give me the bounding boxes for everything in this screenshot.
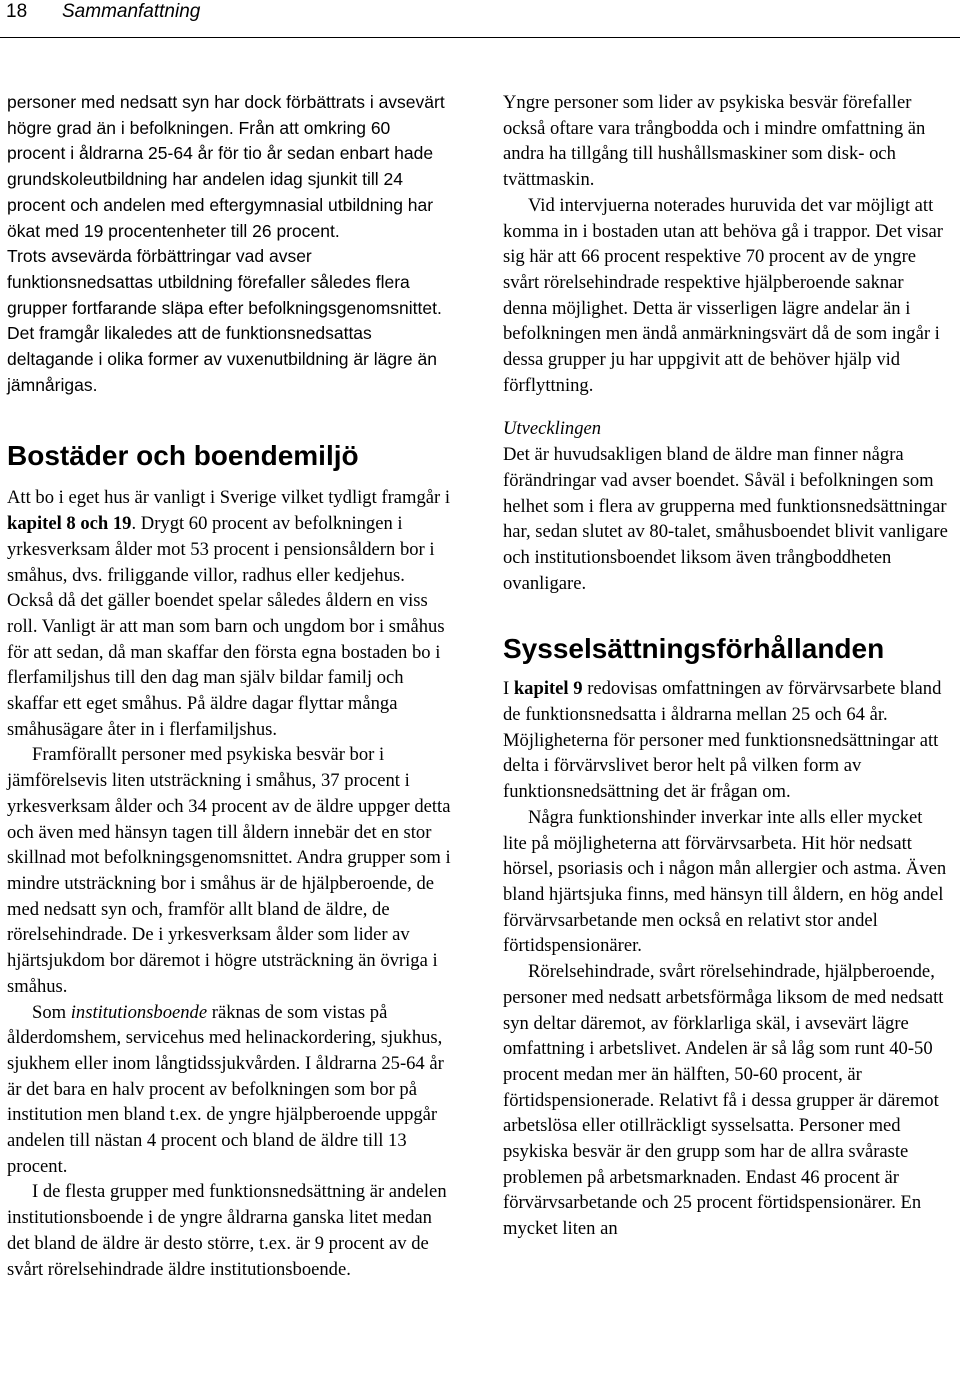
running-header — [0, 0, 960, 38]
paragraph: Att bo i eget hus är vanligt i Sverige vilket tydligt framgår i kapitel 8 och 19. Drygt 60 procent av befolkningen i yrkesverksam ålder mot 53 procent i pensionsåldern bor i småhus, dvs. friliggande villor, radhus eller kedjehus. Också då det gäller boendet spelar således åldern en viss roll. Vanligt är att man som barn och ungdom bor i småhus för att sedan, då man skaffar den första egna bostaden bo i flerfamiljshus till den dag man själv bildar familj och skaffar ett eget småhus. På äldre dagar flyttar många småhusägare åter in i flerfamiljshus. — [7, 487, 451, 740]
running-title: Sammanfattning — [62, 1, 201, 22]
paragraph: personer med nedsatt syn har dock förbättrats i avsevärt högre grad än i befolkningen. Från att omkring 60 procent i åldrarna 25-64 år för tio år sedan enbart hade grundskoleutbildning har andelen idag sjunkit till 24 procent och andelen med eftergymnasial utbildning har ökat med 19 procentenheter till 26 procent. — [7, 92, 445, 241]
paragraph: I de flesta grupper med funktionsnedsättning är andelen institutionsboende i de yngre åldrarna ganska litet medan det bland de äldre är desto större, t.ex. är 9 procent av de svårt rörelsehindrade äldre institutionsboende. — [7, 1181, 447, 1280]
chapter-reference: kapitel 9 — [513, 678, 583, 700]
paragraph: Framförallt personer med psykiska besvär bor i jämförelsevis liten utsträckning i småhus, 37 procent i yrkesverksam ålder och 34 procent av de äldre uppger detta och även med hänsyn tagen till åldern innebär det en stor skillnad mot befolkningsgenomsnittet. Andra grupper som i mindre utsträckning bor i småhus är de hjälpberoende, de med nedsatt syn och, framför allt bland de äldre, de rörelsehindrade. De i yrkesverksam ålder som lider av hjärtsjukdom bor däremot i högre utsträckning än övriga i småhus. — [7, 744, 451, 997]
section-heading: Bostäder och boendemiljö — [7, 440, 359, 472]
right-column — [503, 90, 949, 1242]
section-heading: Sysselsättningsförhållanden — [503, 633, 885, 665]
paragraph: Trots avsevärda förbättringar vad avser funktionsnedsattas utbildning förefaller således flera grupper fortfarande släpa efter befolkningsgenomsnittet. Det framgår likaledes att de funktionsnedsattas deltagande i olika former av vuxenutbildning är lägre än jämnårigas. — [7, 246, 442, 395]
italic-term: institutionsboende — [70, 1001, 208, 1023]
subheading: Utvecklingen — [503, 418, 602, 440]
paragraph: Rörelsehindrade, svårt rörelsehindrade, hjälpberoende, personer med nedsatt arbetsförmåga liksom de med nedsatt syn deltar däremot, av förklarliga skäl, i avsevärt lägre omfattning i arbetslivet. Andelen är så låg som runt 40-50 procent medan mer än hälften, 50-60 procent, är förtidspensionerade. Relativt få i dessa grupper är däremot arbetslösa eller otillräckligt sysselsatta. Personer med psykiska besvär är den grupp som har de allra svåraste problemen på arbetsmarknaden. Endast 46 procent är förvärvsarbetande och 25 procent förtidspensionärer. En mycket liten an — [503, 961, 944, 1240]
paragraph: Som institutionsboende räknas de som vistas på ålderdomshem, servicehus med helinackordering, sjukhus, sjukhem eller inom långtidssjukvården. I åldrarna 25-64 år är det bara en halv procent av befolkningen som bor på institution men bland t.ex. de yngre hjälpberoende uppgår andelen till nästan 4 procent och bland de äldre till 13 procent. — [7, 1001, 444, 1177]
chapter-reference: kapitel 8 och 19 — [7, 513, 132, 535]
page-number: 18 — [6, 1, 28, 22]
paragraph: I kapitel 9 redovisas omfattningen av förvärvsarbete bland de funktionsnedsatta i åldrarna mellan 25 och 64 år. Möjligheterna för personer med funktionsnedsättningar att delta i förvärvslivet beror helt på vilken form av funktionsnedsättning det är frågan om. — [503, 678, 942, 803]
paragraph: Det är huvudsakligen bland de äldre man finner några förändringar vad avser boendet. Såväl i befolkningen som helhet som i flera av grupperna med funktionsnedsättningar har, sedan slutet av 80-talet, småhusboendet blivit vanligare och institutionsboendet liksom även trångboddheten ovanligare. — [503, 444, 948, 594]
paragraph: Några funktionshinder inverkar inte alls eller mycket lite på möjligheterna att förvärvsarbeta. Hit hör nedsatt hörsel, psoriasis och i någon mån allergier och astma. Även bland hjärtsjuka finns, med hänsyn till åldern, en hög andel förvärvsarbetande men också en relativt stor andel förtidspensionärer. — [503, 806, 947, 957]
left-column — [7, 90, 453, 1282]
paragraph: Vid intervjuerna noterades huruvida det var möjligt att komma in i bostaden utan att behöva gå i trappor. Det visar sig här att 66 procent respektive 70 procent av de yngre svårt rörelsehindrade respektive hjälpberoende saknar denna möjlighet. Detta är visserligen lägre andelar än i befolkningen men ändå anmärkningsvärt då de som ingår i dessa grupper ju har uppgivit att de behöver hjälp vid förflyttning. — [503, 194, 943, 396]
paragraph: Yngre personer som lider av psykiska besvär förefaller också oftare vara trångbodda och i mindre omfattning än andra ha tillgång till hushållsmaskiner som disk- och tvättmaskin. — [503, 92, 926, 191]
